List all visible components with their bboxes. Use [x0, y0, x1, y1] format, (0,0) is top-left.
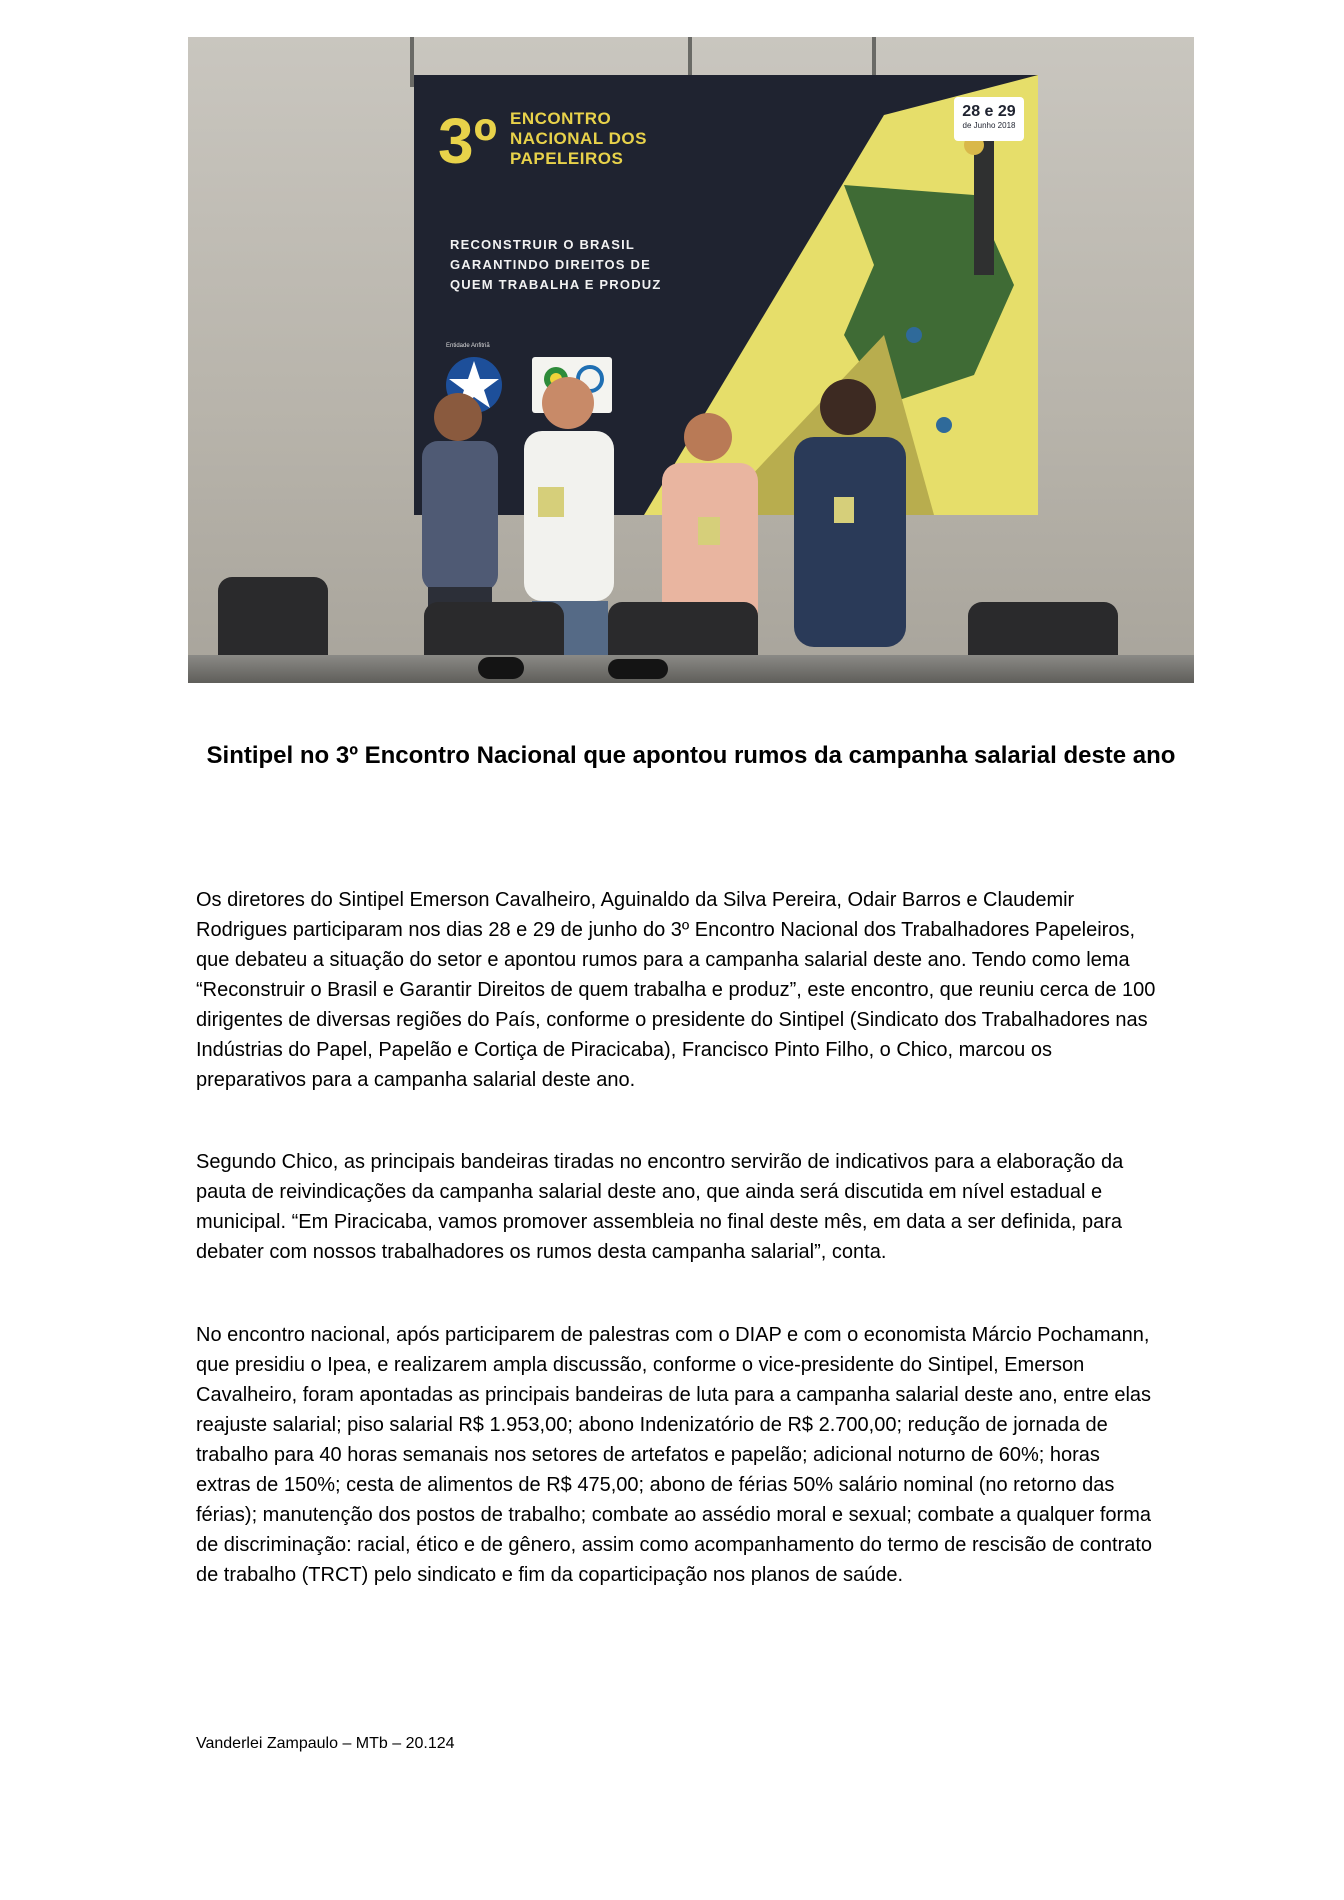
banner-heading-1: ENCONTRO [510, 109, 612, 128]
article-byline: Vanderlei Zampaulo – MTb – 20.124 [196, 1735, 455, 1752]
photo-table [188, 655, 1194, 683]
photo-microphone [478, 657, 524, 679]
banner-heading-2: NACIONAL DOS [510, 129, 647, 148]
article-paragraph-3: No encontro nacional, após participarem de palestras com o DIAP e com o economista Márcio Pochamann, que presidiu o Ipea, e realizarem ampla discussão, conforme o vice-presidente do Sintipel, Emerson Cavalheiro, foram apontadas as principais bandeiras de luta para a campanha salarial deste ano, entre elas reajuste salarial; piso salarial R$ 1.953,00; abono Indenizatório de R$ 2.700,00; redução de jornada de trabalho para 40 horas semanais nos setores de artefatos e papelão; adicional noturno de 60%; horas extras de 150%; cesta de alimentos de R$ 475,00; abono de férias 50% salário nominal (no retorno das férias); manutenção dos postos de trabalho; combate ao assédio moral e sexual; combate a qualquer forma de discriminação: racial, ético e de gênero, assim como acompanhamento do termo de rescisão de contrato de trabalho (TRCT) pelo sindicato e fim da coparticipação nos planos de saúde. [196, 1324, 1153, 1586]
article-paragraph-2: Segundo Chico, as principais bandeiras tiradas no encontro servirão de indicativos para a elaboração da pauta de reivindicações da campanha salarial deste ano, que ainda será discutida em nível estadual e municipal. “Em Piracicaba, vamos promover assembleia no final deste mês, em data a ser definida, para debater com nossos trabalhadores os rumos desta campanha salarial”, conta. [196, 1151, 1124, 1263]
banner-slogan-2: GARANTINDO DIREITOS DE [450, 257, 651, 272]
banner-date-month: de Junho 2018 [962, 121, 1016, 130]
article-photo [188, 37, 1194, 683]
photo-microphone [608, 659, 668, 679]
banner-heading-3: PAPELEIROS [510, 149, 624, 168]
photo-chair [218, 577, 328, 667]
banner-date-badge [954, 97, 1024, 141]
banner-host-label: Entidade Anfitriã [446, 343, 490, 349]
banner-date-days: 28 e 29 [962, 103, 1016, 120]
banner-number: 3º [438, 105, 497, 177]
banner-slogan-3: QUEM TRABALHA E PRODUZ [450, 277, 662, 292]
banner-slogan-1: RECONSTRUIR O BRASIL [450, 237, 636, 252]
article-title: Sintipel no 3º Encontro Nacional que apontou rumos da campanha salarial deste ano [206, 742, 1176, 769]
article-paragraph-1: Os diretores do Sintipel Emerson Cavalheiro, Aguinaldo da Silva Pereira, Odair Barros e Claudemir Rodrigues participaram nos dias 28 e 29 de junho do 3º Encontro Nacional dos Trabalhadores Papeleiros, que debateu a situação do setor e apontou rumos para a campanha salarial deste ano. Tendo como lema “Reconstruir o Brasil e Garantir Direitos de quem trabalha e produz”, este encontro, que reuniu cerca de 100 dirigentes de diversas regiões do País, conforme o presidente do Sintipel (Sindicato dos Trabalhadores nas Indústrias do Papel, Papelão e Cortiça de Piracicaba), Francisco Pinto Filho, o Chico, marcou os preparativos para a campanha salarial deste ano. [196, 889, 1156, 1091]
